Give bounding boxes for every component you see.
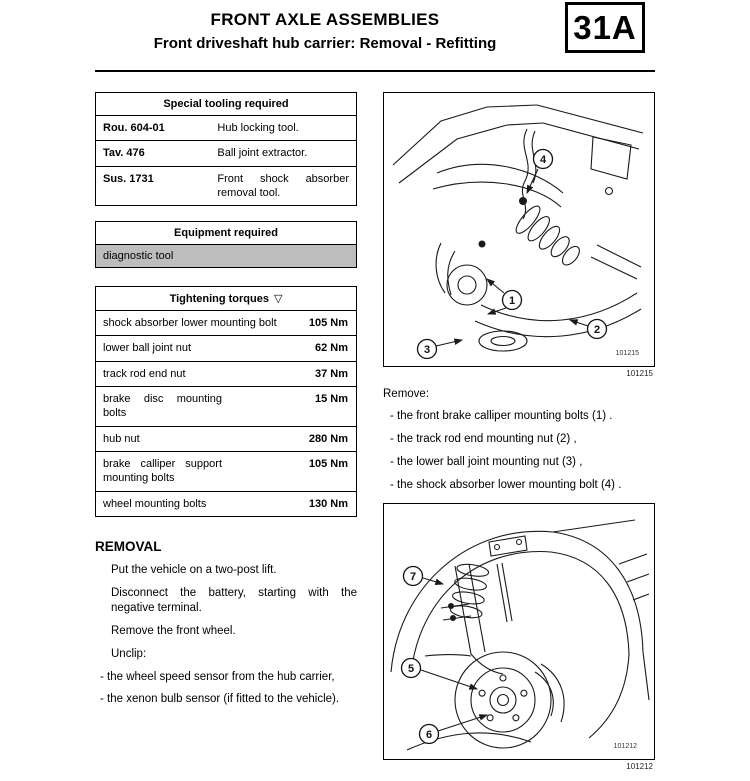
equipment-table bbox=[95, 221, 357, 268]
removal-step: Unclip: bbox=[111, 647, 147, 660]
removal-step: Disconnect the battery, starting with the negative terminal. bbox=[111, 586, 357, 614]
figure1-drawing bbox=[384, 93, 654, 361]
torque-value: 62 Nm bbox=[314, 342, 348, 355]
figure2-number: 101212 bbox=[626, 761, 653, 771]
torque-item: brake calliper support mounting bolts bbox=[103, 457, 222, 485]
figure1 bbox=[383, 92, 655, 367]
callout-7: 7 bbox=[409, 570, 417, 583]
removal-step: Remove the front wheel. bbox=[111, 624, 236, 637]
torque-item: track rod end nut bbox=[103, 367, 186, 380]
table-row bbox=[96, 387, 356, 427]
removal-heading: REMOVAL bbox=[95, 538, 162, 554]
unclip-item: - the wheel speed sensor from the hub carrier, bbox=[100, 670, 335, 683]
page-subtitle: Front driveshaft hub carrier: Removal - Refitting bbox=[153, 35, 497, 52]
page-header bbox=[95, 0, 655, 66]
figure2-drawing bbox=[384, 504, 654, 754]
callout-3: 3 bbox=[423, 344, 431, 356]
torque-item: shock absorber lower mounting bolt bbox=[103, 317, 277, 330]
remove-item: - the lower ball joint mounting nut (3) , bbox=[390, 455, 583, 468]
callout-5: 5 bbox=[407, 662, 415, 675]
page-title: FRONT AXLE ASSEMBLIES bbox=[210, 10, 440, 29]
remove-item: - the shock absorber lower mounting bolt (4) . bbox=[390, 478, 622, 491]
tool-desc: Front shock absorber removal tool. bbox=[217, 172, 349, 199]
special-tooling-table bbox=[95, 92, 357, 206]
table-row bbox=[96, 167, 356, 206]
table-row bbox=[96, 336, 356, 361]
torque-item: lower ball joint nut bbox=[103, 342, 192, 355]
torque-value: 280 Nm bbox=[308, 432, 348, 445]
remove-heading: Remove: bbox=[383, 388, 430, 400]
figure1-number: 101215 bbox=[626, 369, 653, 378]
triangle-icon: ▽ bbox=[273, 293, 283, 306]
callout-4: 4 bbox=[539, 154, 547, 166]
figure2 bbox=[383, 503, 655, 760]
torque-value: 130 Nm bbox=[308, 497, 348, 510]
torque-value: 105 Nm bbox=[308, 317, 348, 330]
table-row bbox=[96, 492, 356, 516]
torque-value: 105 Nm bbox=[308, 457, 348, 470]
torque-item: brake disc mounting bolts bbox=[103, 393, 222, 420]
torques-title bbox=[96, 287, 356, 311]
table-row bbox=[96, 141, 356, 166]
torques-title-text: Tightening torques bbox=[169, 293, 269, 306]
equipment-title: Equipment required bbox=[96, 222, 356, 245]
torque-item: hub nut bbox=[103, 432, 140, 445]
removal-step: Put the vehicle on a two-post lift. bbox=[111, 563, 277, 576]
tool-ref: Sus. 1731 bbox=[103, 172, 154, 185]
tool-desc: Ball joint extractor. bbox=[217, 147, 308, 160]
unclip-item: - the xenon bulb sensor (if fitted to the vehicle). bbox=[100, 693, 340, 706]
figure1-number-inline: 101215 bbox=[615, 350, 639, 357]
torque-item: wheel mounting bolts bbox=[103, 497, 207, 510]
tool-desc: Hub locking tool. bbox=[217, 122, 299, 134]
tool-ref: Rou. 604-01 bbox=[103, 122, 165, 134]
remove-item: - the track rod end mounting nut (2) , bbox=[390, 432, 577, 445]
table-row bbox=[96, 116, 356, 141]
left-column bbox=[95, 92, 357, 781]
special-tooling-title: Special tooling required bbox=[96, 93, 356, 116]
table-row bbox=[96, 427, 356, 452]
table-row bbox=[96, 311, 356, 336]
figure2-number-inline: 101212 bbox=[613, 742, 637, 750]
torque-value: 15 Nm bbox=[314, 393, 348, 406]
torque-value: 37 Nm bbox=[314, 367, 348, 380]
right-column bbox=[383, 92, 655, 781]
callout-1: 1 bbox=[508, 295, 516, 307]
table-row bbox=[96, 452, 356, 492]
remove-item: - the front brake calliper mounting bolts (1) . bbox=[390, 410, 613, 422]
section-code-box: 31A bbox=[565, 2, 645, 53]
callout-6: 6 bbox=[425, 728, 433, 741]
table-row bbox=[96, 362, 356, 387]
torques-table bbox=[95, 286, 357, 517]
header-titles bbox=[95, 10, 555, 52]
callout-2: 2 bbox=[593, 324, 601, 336]
tool-ref: Tav. 476 bbox=[103, 147, 145, 160]
equipment-item: diagnostic tool bbox=[96, 245, 356, 267]
